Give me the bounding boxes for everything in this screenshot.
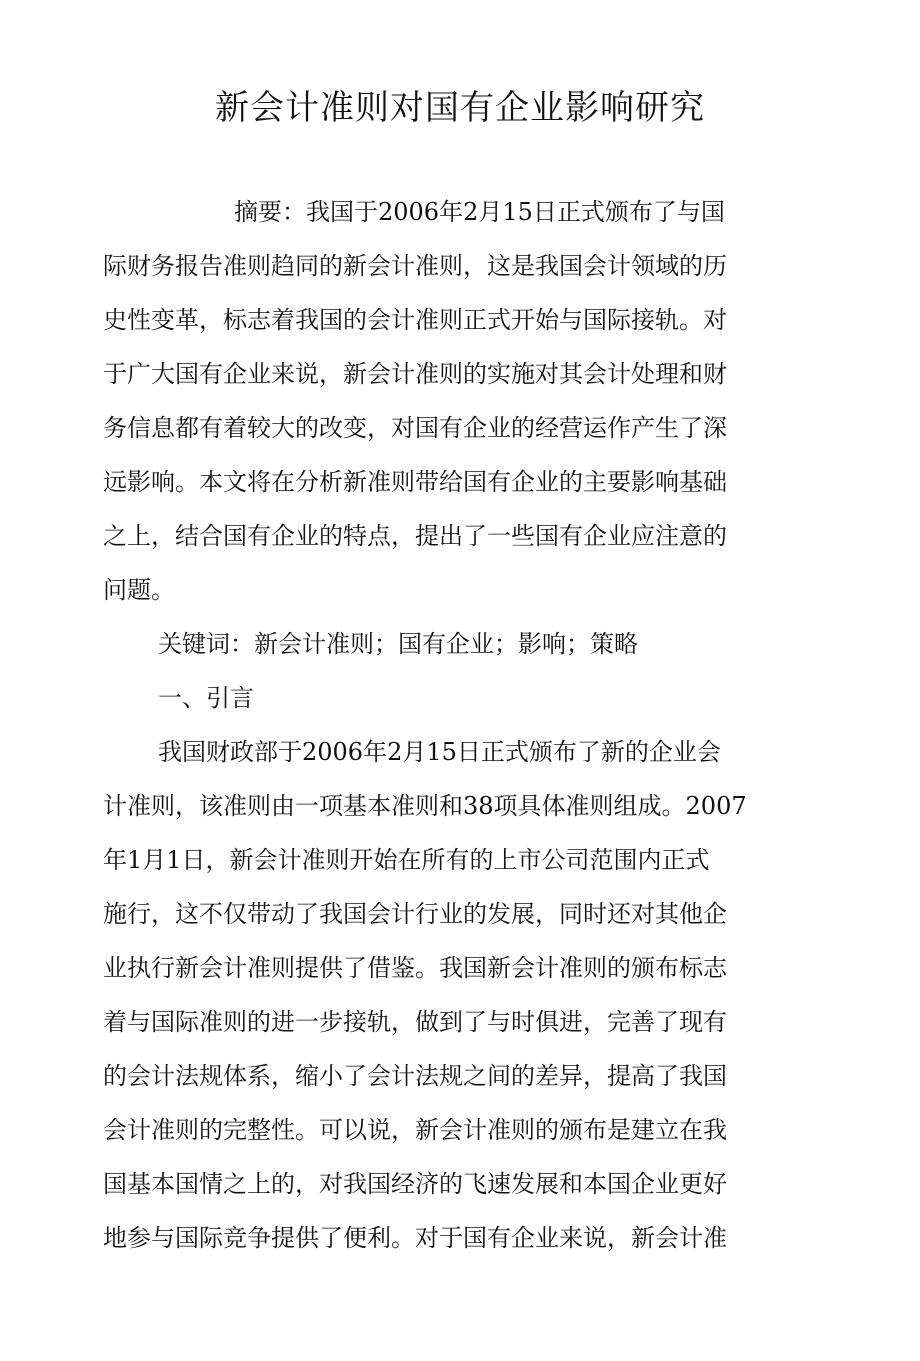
abstract-line: 史性变革，标志着我国的会计准则正式开始与国际接轨。对 [103, 306, 727, 334]
body-line: 国基本国情之上的，对我国经济的飞速发展和本国企业更好 [103, 1170, 727, 1198]
abstract-line: 远影响。本文将在分析新准则带给国有企业的主要影响基础 [103, 468, 727, 496]
body-line: 业执行新会计准则提供了借鉴。我国新会计准则的颁布标志 [103, 954, 727, 982]
body-line: 地参与国际竞争提供了便利。对于国有企业来说，新会计准 [103, 1224, 727, 1252]
body-line: 会计准则的完整性。可以说，新会计准则的颁布是建立在我 [103, 1116, 727, 1144]
abstract-line: 际财务报告准则趋同的新会计准则，这是我国会计领域的历 [103, 252, 727, 280]
document-title: 新会计准则对国有企业影响研究 [215, 88, 705, 128]
body-line: 的会计法规体系，缩小了会计法规之间的差异，提高了我国 [103, 1062, 727, 1090]
body-line: 年1月1日，新会计准则开始在所有的上市公司范围内正式 [103, 846, 710, 874]
body-line: 着与国际准则的进一步接轨，做到了与时俱进，完善了现有 [103, 1008, 727, 1036]
abstract-line: 于广大国有企业来说，新会计准则的实施对其会计处理和财 [103, 360, 727, 388]
body-line: 我国财政部于2006年2月15日正式颁布了新的企业会 [158, 738, 721, 766]
body-line: 施行，这不仅带动了我国会计行业的发展，同时还对其他企 [103, 900, 727, 928]
keywords-line: 关键词：新会计准则；国有企业；影响；策略 [158, 630, 638, 658]
abstract-line: 摘要：我国于2006年2月15日正式颁布了与国 [234, 198, 725, 226]
abstract-line: 问题。 [103, 576, 175, 604]
abstract-line: 之上，结合国有企业的特点，提出了一些国有企业应注意的 [103, 522, 727, 550]
body-line: 计准则，该准则由一项基本准则和38项具体准则组成。2007 [103, 792, 747, 820]
section-heading: 一、引言 [158, 684, 254, 712]
abstract-line: 务信息都有着较大的改变，对国有企业的经营运作产生了深 [103, 414, 727, 442]
